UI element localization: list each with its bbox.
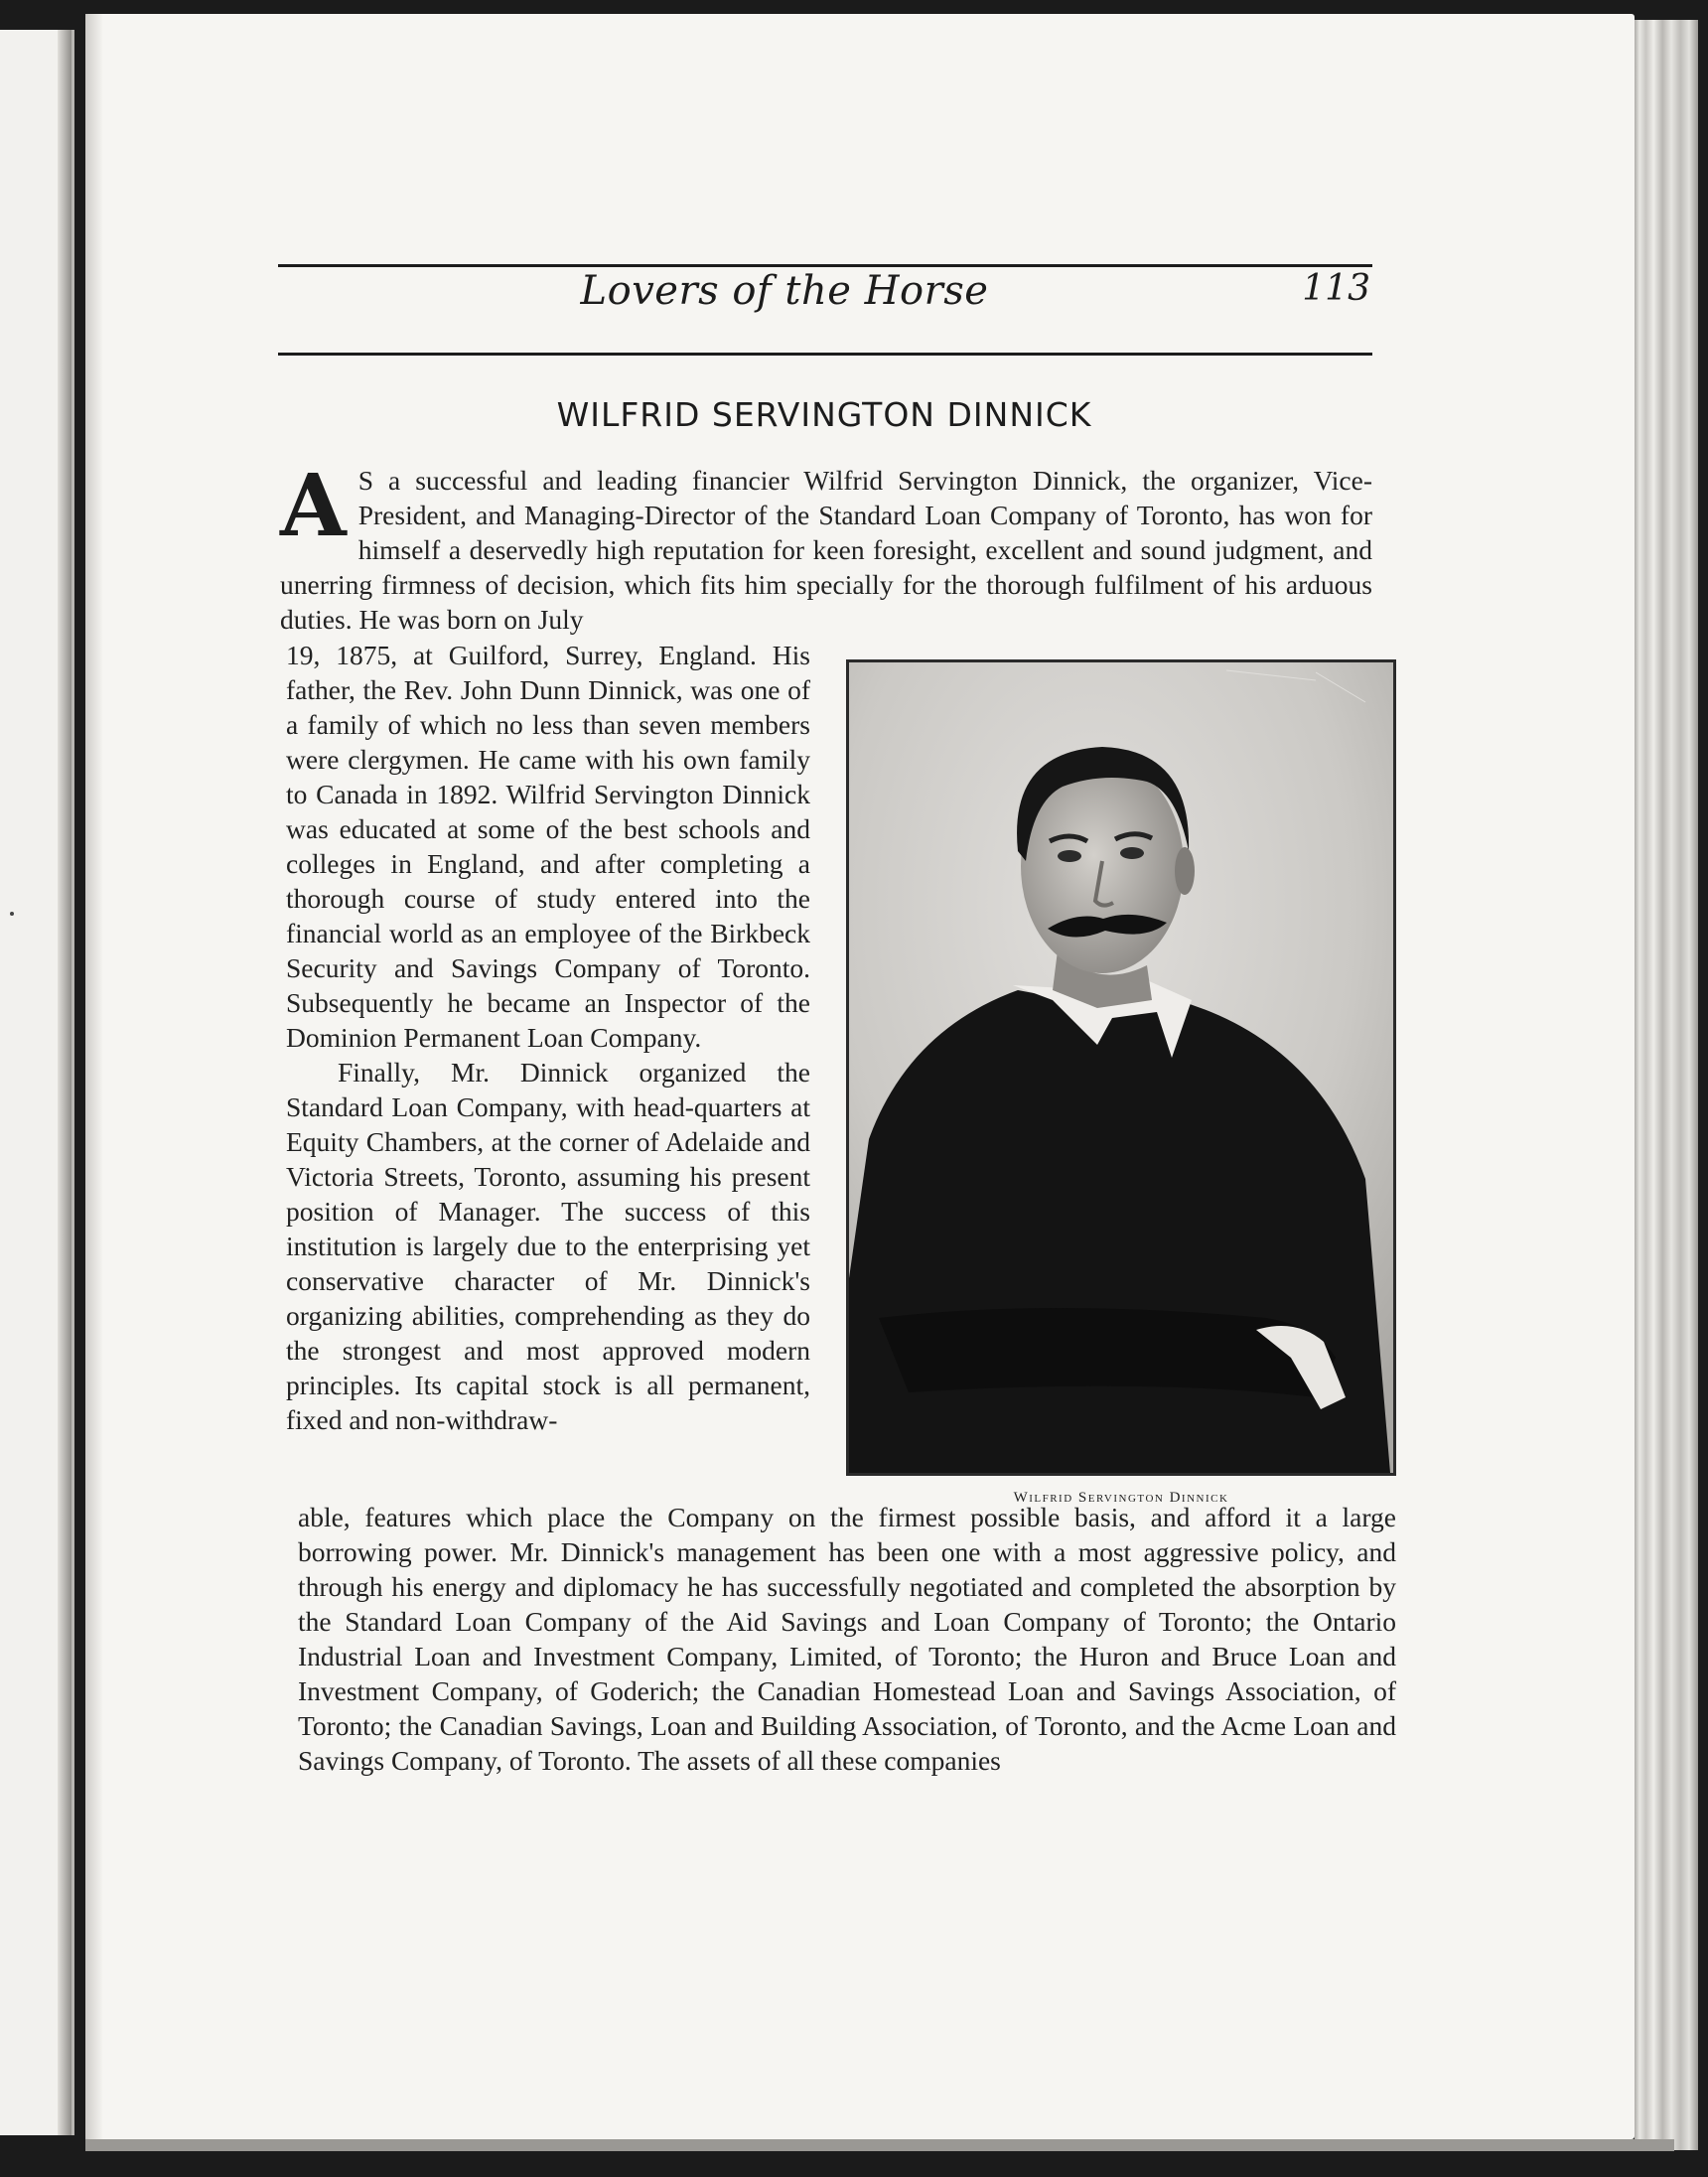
article-title: WILFRID SERVINGTON DINNICK — [556, 395, 1092, 434]
column-paragraph-1: 19, 1875, at Guilford, Surrey, England. His father, the Rev. John Dunn Dinnick, was one of a family of which no less than seven members were clergymen. He came with his own family to Canada in 1892. Wilfrid Servington Dinnick was educated at some of the best schools and colleges in England, and after completing a thorough course of study entered into the financial world as an employee of the Birkbeck Security and Savings Company of Toronto. Subsequently he became an Inspector of the Dominion Permanent Loan Company. — [286, 640, 810, 1053]
portrait-illustration — [849, 662, 1393, 1473]
left-column — [286, 638, 810, 1437]
drop-cap: A — [280, 456, 347, 556]
bottom-text: able, features which place the Company on the firmest possible basis, and afford it a large borrowing power. Mr. Dinnick's management has been one with a most aggressive policy, and through his energy and diplomacy he has successfully negotiated and completed the absorption by the Standard Loan Company of the Aid Savings and Loan Company of Toronto; the Ontario Industrial Loan and Investment Company, Limited, of Toronto; the Huron and Bruce Loan and Investment Company, of Goderich; the Canadian Homestead Loan and Savings Association, of Toronto; the Canadian Savings, Loan and Building Association, of Toronto, and the Acme Loan and Savings Company, of Toronto. The assets of all these companies — [298, 1502, 1396, 1776]
page-bottom-edge — [85, 2139, 1674, 2151]
intro-text: S a successful and leading financier Wilfrid Servington Dinnick, the organizer, Vice-President, and Managing-Director of the Standard Loan Company of Toronto, has won for himself a deservedly high reputation for keen foresight, excellent and sound judgment, and unerring firmness of decision, which fits him specially for the thorough fulfilment of his arduous duties. He was born on July — [280, 465, 1372, 635]
running-title: Lovers of the Horse — [580, 268, 989, 314]
ink-speck — [10, 912, 14, 916]
facing-page-edge — [0, 30, 74, 2135]
portrait-photo — [846, 659, 1396, 1476]
gutter-shadow — [58, 30, 71, 2135]
running-head — [278, 268, 1370, 324]
page-stack-edges — [1635, 20, 1698, 2150]
page-number: 113 — [1302, 268, 1370, 309]
photo-caption: Wilfrid Servington Dinnick — [1013, 1490, 1229, 1506]
intro-paragraph — [280, 456, 1372, 637]
header-top-rule — [278, 264, 1372, 267]
header-bottom-rule — [278, 353, 1372, 356]
page-binding-shadow — [85, 14, 103, 2139]
column-paragraph-2: Finally, Mr. Dinnick organized the Standard Loan Company, with head-quarters at Equity Chambers, at the corner of Adelaide and Victoria Streets, Toronto, assuming his present position of Manager. The success of this institution is largely due to the enterprising yet conservative character of Mr. Dinnick's organizing abilities, comprehending as they do the strongest and most approved modern principles. Its capital stock is all permanent, fixed and non-withdraw- — [286, 1057, 810, 1435]
continued-paragraph — [298, 1500, 1396, 1778]
